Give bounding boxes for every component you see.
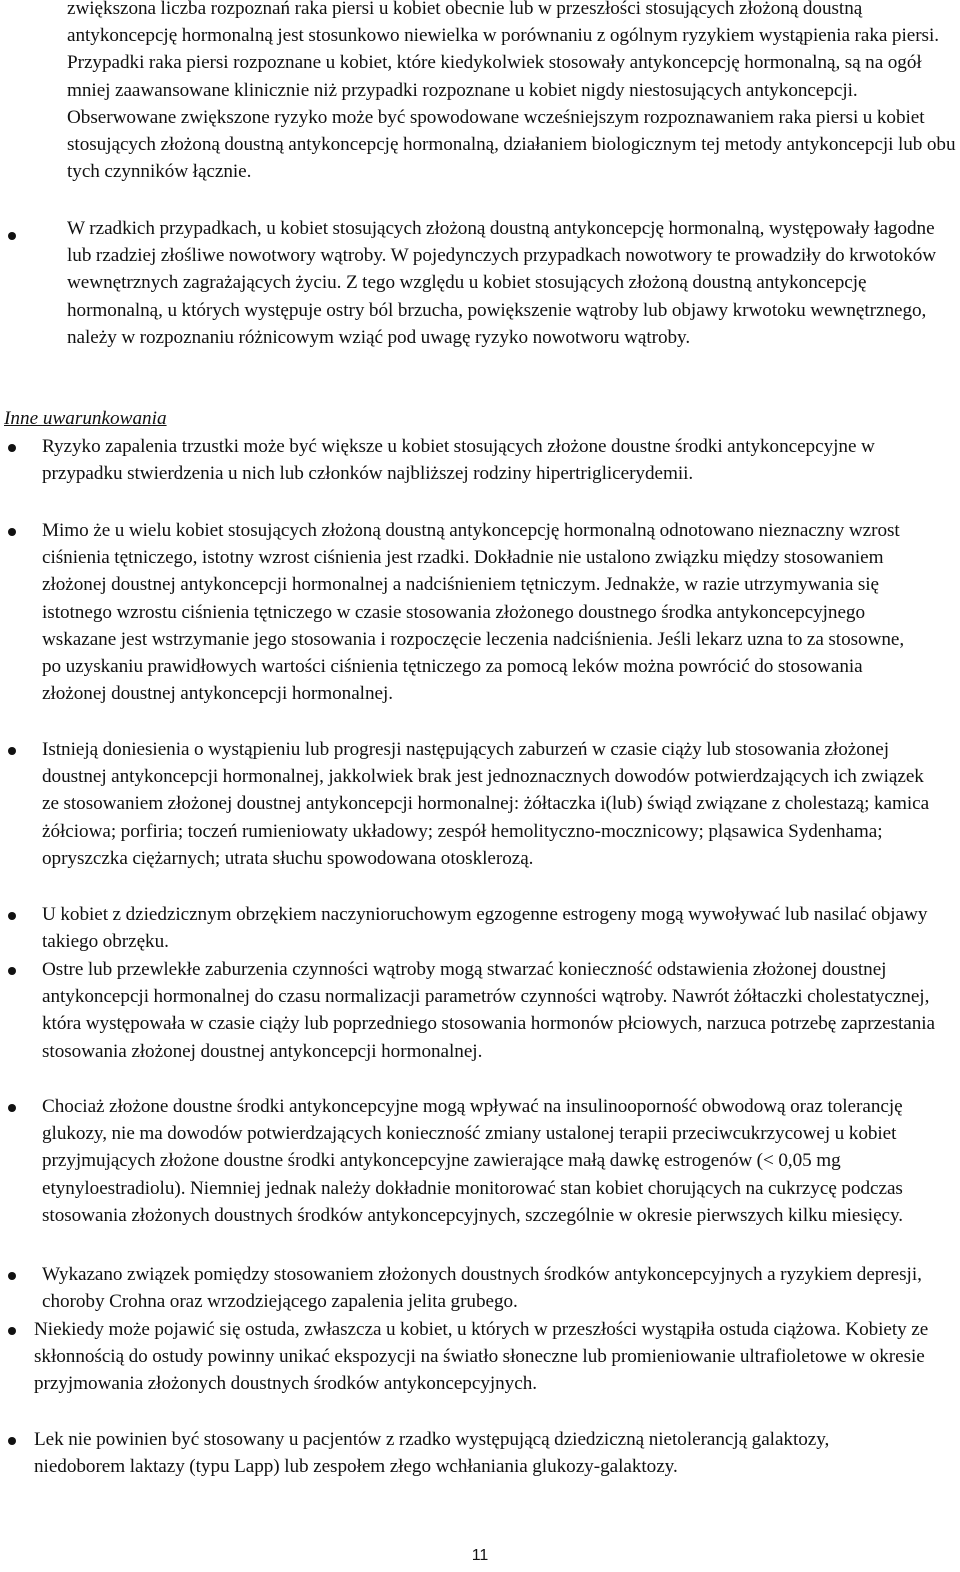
page-number: 11 [471,1547,489,1564]
list-item: Istnieją doniesienia o wystąpieniu lub progresji następujących zaburzeń w czasie ciąży lub stosowania złożonej doustnej antykoncepcji hormonalnej, jakkolwiek brak jest jednoznacznych dowodów potwierdzających ich związek ze stosowaniem złożonej doustnej antykoncepcji hormonalnej: żółtaczka i(lub) świąd związane z cholestazą; kamica żółciowa; porfiria; toczeń rumieniowaty układowy; zespół hemolityczno-mocznicowy; pląsawica Sydenhama; opryszczka ciężarnych; utrata słuchu spowodowana otosklerozą. [42,739,930,869]
bullet-icon [8,747,16,755]
list-item: Ostre lub przewlekłe zaburzenia czynności wątroby mogą stwarzać konieczność odstawienia złożonej doustnej antykoncepcji hormonalnej do czasu normalizacji parametrów czynności wątroby. Nawrót żółtaczki cholestatycznej, która występowała w czasie ciąży lub poprzedniego stosowania hormonów płciowych, narzuca potrzebę zaprzestania stosowania złożonej doustnej antykoncepcji hormonalnej. [42,959,936,1062]
bullet-icon [8,1104,16,1112]
bullet-icon [8,967,16,975]
list-item: Chociaż złożone doustne środki antykoncepcyjne mogą wpływać na insulinooporność obwodową oraz tolerancję glukozy, nie ma dowodów potwierdzających konieczność zmiany ustalonej terapii przeciwcukrzycowej u kobiet przyjmujących złożone doustne środki antykoncepcyjne zawierające małą dawkę estrogenów (< 0,05 mg etynyloestradiolu). Niemniej jednak należy dokładnie monitorować stan kobiet chorujących na cukrzycę podczas stosowania złożonych doustnych środków antykoncepcyjnych, szczególnie w okresie pierwszych kilku miesięcy. [42,1096,904,1226]
bullet-icon [8,1437,16,1445]
bullet-icon [8,528,16,536]
list-item: Wykazano związek pomiędzy stosowaniem złożonych doustnych środków antykoncepcyjnych a ryzykiem depresji, choroby Crohna oraz wrzodziejącego zapalenia jelita grubego. [42,1264,922,1313]
list-item: Ryzyko zapalenia trzustki może być większe u kobiet stosujących złożone doustne środki antykoncepcyjne w przypadku stwierdzenia u nich lub członków najbliższej rodziny hipertriglicerydemii. [42,436,875,485]
list-item: Niekiedy może pojawić się ostuda, zwłaszcza u kobiet, u których w przeszłości wystąpiła ostuda ciążowa. Kobiety ze skłonnością do ostudy powinny unikać ekspozycji na światło słoneczne lub promieniowanie ultrafioletowe w okresie przyjmowania złożonych doustnych środków antykoncepcyjnych. [34,1319,929,1395]
continuation-paragraph: zwiększona liczba rozpoznań raka piersi u kobiet obecnie lub w przeszłości stosujących złożoną doustną antykoncepcję hormonalną jest stosunkowo niewielka w porównaniu z ogólnym ryzykiem wystąpienia raka piersi. Przypadki raka piersi rozpoznane u kobiet, które kiedykolwiek stosowały antykoncepcję hormonalną, są na ogół mniej zaawansowane klinicznie niż przypadki rozpoznane u kobiet nigdy niestosujących antykoncepcji. Obserwowane zwiększone ryzyko może być spowodowane wcześniejszym rozpoznawaniem raka piersi u kobiet stosujących złożoną doustną antykoncepcję hormonalną, działaniem biologicznym tej metody antykoncepcji lub obu tych czynników łącznie. [67,0,956,183]
bullet-icon [8,232,16,240]
list-item: Lek nie powinien być stosowany u pacjentów z rzadko występującą dziedziczną nietolerancją galaktozy, niedoborem laktazy (typu Lapp) lub zespołem złego wchłaniania glukozy-galaktozy. [34,1429,830,1478]
bullet-icon [8,1327,16,1335]
bullet-icon [8,444,16,452]
liver-tumor-paragraph: W rzadkich przypadkach, u kobiet stosujących złożoną doustną antykoncepcję hormonalną, występowały łagodne lub rzadziej złośliwe nowotwory wątroby. W pojedynczych przypadkach nowotwory te prowadziły do krwotoków wewnętrznych zagrażających życiu. Z tego względu u kobiet stosujących złożoną doustną antykoncepcję hormonalną, u których występuje ostry ból brzucha, powiększenie wątroby lub objawy krwotoku wewnętrznego, należy w rozpoznaniu różnicowym wziąć pod uwagę ryzyko nowotworu wątroby. [67,218,937,348]
section-heading: Inne uwarunkowania [4,408,167,429]
bullet-icon [8,912,16,920]
list-item: Mimo że u wielu kobiet stosujących złożoną doustną antykoncepcję hormonalną odnotowano nieznaczny wzrost ciśnienia tętniczego, istotny wzrost ciśnienia jest rzadki. Dokładnie nie ustalono związku między stosowaniem złożonej doustnej antykoncepcji hormonalnej a nadciśnieniem tętniczym. Jednakże, w razie utrzymywania się istotnego wzrostu ciśnienia tętniczego w czasie stosowania złożonego doustnego środka antykoncepcyjnego wskazane jest wstrzymanie jego stosowania i rozpoczęcie leczenia nadciśnienia. Jeśli lekarz uzna to za stosowne, po uzyskaniu prawidłowych wartości ciśnienia tętniczego za pomocą leków można powrócić do stosowania złożonej doustnej antykoncepcji hormonalnej. [42,520,905,705]
bullet-icon [8,1272,16,1280]
list-item: U kobiet z dziedzicznym obrzękiem naczynioruchowym egzogenne estrogeny mogą wywoływać lub nasilać objawy takiego obrzęku. [42,904,928,953]
